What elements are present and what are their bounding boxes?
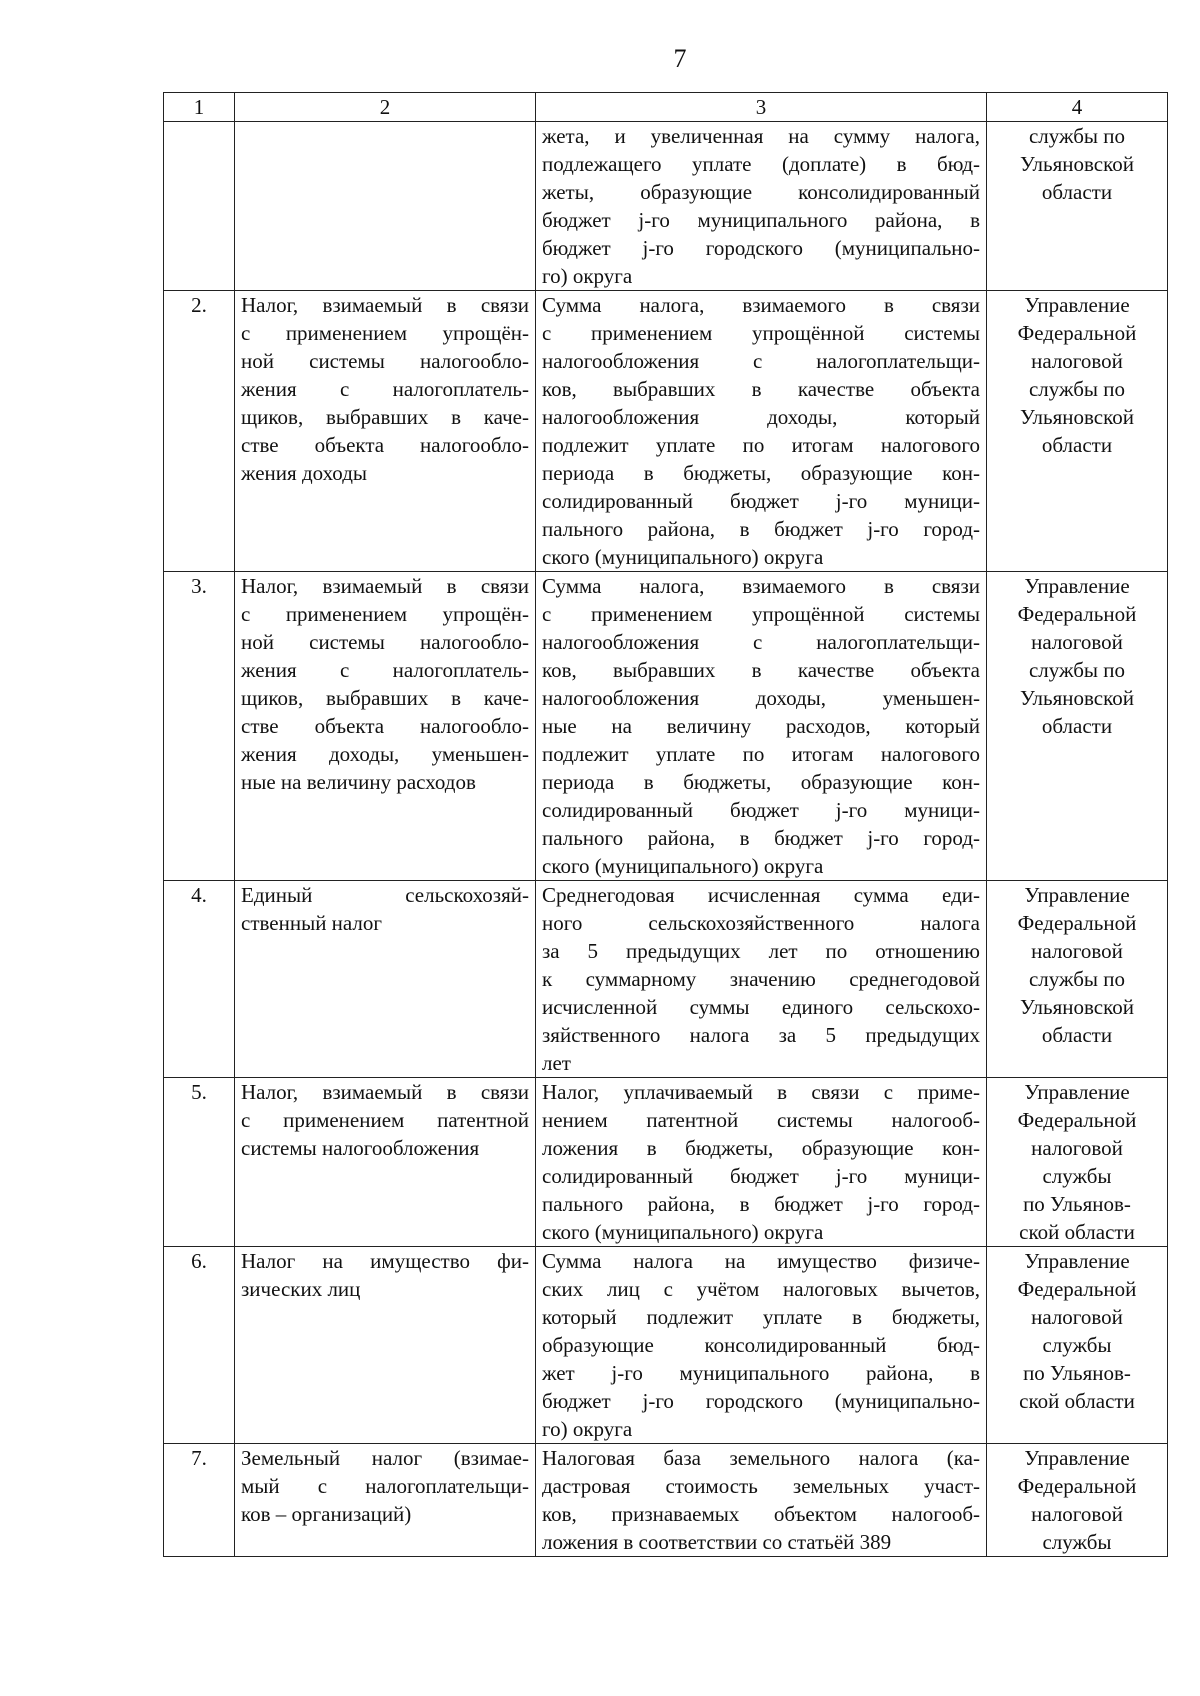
tax-name-line: Налог, взимаемый в связи xyxy=(241,293,529,317)
tax-description-line: солидированный бюджет j-го муници- xyxy=(542,1164,980,1188)
row-number: 2. xyxy=(164,291,235,572)
tax-name-line: мый с налогоплательщи- xyxy=(241,1474,529,1498)
tax-name-line: зических лиц xyxy=(241,1277,361,1301)
administrator-line: службы по xyxy=(1028,377,1126,401)
tax-description-line: налогообложения доходы, который xyxy=(542,405,980,429)
header-col-2: 2 xyxy=(235,93,536,122)
tax-description-line: лет xyxy=(542,1051,571,1075)
administrator-line: Федеральной xyxy=(1017,911,1137,935)
tax-description-line: подлежит уплате по итогам налогового xyxy=(542,433,980,457)
administrator-line: области xyxy=(1041,714,1113,738)
administrator-line: налоговой xyxy=(1031,1305,1123,1329)
tax-name-line: стве объекта налогообло- xyxy=(241,714,529,738)
tax-description-line: пального района, в бюджет j-го город- xyxy=(542,517,980,541)
tax-description-line: за 5 предыдущих лет по отношению xyxy=(542,939,980,963)
tax-description xyxy=(536,881,987,1078)
tax-description-line: ков, выбравших в качестве объекта xyxy=(542,658,980,682)
tax-description-line: ков, выбравших в качестве объекта xyxy=(542,377,980,401)
tax-name-line: Налог, взимаемый в связи xyxy=(241,1080,529,1104)
table-header xyxy=(164,93,1168,122)
tax-description-line: нением патентной системы налогооб- xyxy=(542,1108,980,1132)
tax-description-line: бюджет j-го муниципального района, в xyxy=(542,208,980,232)
tax-description-line: ских лиц с учётом налоговых вычетов, xyxy=(542,1277,980,1301)
administrator-line: налоговой xyxy=(1031,1502,1123,1526)
administrator-line: области xyxy=(1041,1023,1113,1047)
administrator-line: службы по xyxy=(1028,658,1126,682)
table-row xyxy=(164,1247,1168,1444)
administrator xyxy=(987,1078,1168,1247)
row-number: 5. xyxy=(164,1078,235,1247)
tax-description-line: налогообложения с налогоплательщи- xyxy=(542,630,980,654)
tax-description-line: дастровая стоимость земельных участ- xyxy=(542,1474,980,1498)
tax-description-line: образующие консолидированный бюд- xyxy=(542,1333,980,1357)
tax-name-line: с применением упрощён- xyxy=(241,321,529,345)
administrator-line: ской области xyxy=(1019,1220,1135,1244)
administrator xyxy=(987,122,1168,291)
administrator-line: Федеральной xyxy=(1017,602,1137,626)
tax-name-line: ной системы налогообло- xyxy=(241,349,529,373)
tax-description xyxy=(536,1247,987,1444)
tax-description xyxy=(536,122,987,291)
tax-name-line: Земельный налог (взимае- xyxy=(241,1446,529,1470)
table-body xyxy=(164,122,1168,1557)
administrator xyxy=(987,1247,1168,1444)
administrator-line: Ульяновской xyxy=(1020,995,1134,1019)
tax-name-line: ной системы налогообло- xyxy=(241,630,529,654)
administrator-line: по Ульянов- xyxy=(1023,1192,1131,1216)
tax-name xyxy=(235,572,536,881)
row-number: 6. xyxy=(164,1247,235,1444)
tax-description xyxy=(536,1078,987,1247)
tax-description-line: исчисленной суммы единого сельскохо- xyxy=(542,995,980,1019)
administrator-line: службы xyxy=(1042,1530,1112,1554)
header-col-3: 3 xyxy=(536,93,987,122)
tax-description-line: налогообложения с налогоплательщи- xyxy=(542,349,980,373)
tax-description-line: Среднегодовая исчисленная сумма еди- xyxy=(542,883,980,907)
tax-name-line: жения доходы, уменьшен- xyxy=(241,742,529,766)
tax-name-line: жения с налогоплатель- xyxy=(241,377,529,401)
tax-description xyxy=(536,291,987,572)
tax-name-line: ков – организаций) xyxy=(241,1502,412,1526)
tax-description-line: с применением упрощённой системы xyxy=(542,321,980,345)
tax-name-line: стве объекта налогообло- xyxy=(241,433,529,457)
administrator-line: Управление xyxy=(1024,883,1130,907)
administrator-line: Федеральной xyxy=(1017,321,1137,345)
administrator-line: по Ульянов- xyxy=(1023,1361,1131,1385)
tax-description-line: бюджет j-го городского (муниципально- xyxy=(542,1389,980,1413)
row-number: 4. xyxy=(164,881,235,1078)
administrator-line: службы xyxy=(1042,1333,1112,1357)
tax-description-line: ложения в бюджеты, образующие кон- xyxy=(542,1136,980,1160)
tax-description-line: го) округа xyxy=(542,1417,633,1441)
tax-name-line: щиков, выбравших в каче- xyxy=(241,405,529,429)
tax-name-line: Налог на имущество фи- xyxy=(241,1249,529,1273)
tax-description xyxy=(536,1444,987,1557)
tax-description-line: к суммарному значению среднегодовой xyxy=(542,967,980,991)
tax-description-line: Сумма налога на имущество физиче- xyxy=(542,1249,980,1273)
tax-description-line: жеты, образующие консолидированный xyxy=(542,180,980,204)
administrator-line: Ульяновской xyxy=(1020,686,1134,710)
table-row xyxy=(164,1078,1168,1247)
administrator xyxy=(987,1444,1168,1557)
administrator xyxy=(987,291,1168,572)
tax-name-line: ные на величину расходов xyxy=(241,770,476,794)
tax-name xyxy=(235,1247,536,1444)
tax-description-line: солидированный бюджет j-го муници- xyxy=(542,798,980,822)
tax-name xyxy=(235,1444,536,1557)
tax-description-line: ского (муниципального) округа xyxy=(542,1220,824,1244)
administrator-line: Управление xyxy=(1024,574,1130,598)
tax-description-line: го) округа xyxy=(542,264,633,288)
row-number: 7. xyxy=(164,1444,235,1557)
administrator-line: ской области xyxy=(1019,1389,1135,1413)
table-row xyxy=(164,881,1168,1078)
tax-name-line: жения доходы xyxy=(241,461,367,485)
tax-name xyxy=(235,1078,536,1247)
tax-description-line: налогообложения доходы, уменьшен- xyxy=(542,686,980,710)
tax-description-line: периода в бюджеты, образующие кон- xyxy=(542,770,980,794)
tax-description-line: пального района, в бюджет j-го город- xyxy=(542,1192,980,1216)
tax-name-line: щиков, выбравших в каче- xyxy=(241,686,529,710)
tax-description-line: ного сельскохозяйственного налога xyxy=(542,911,980,935)
administrator xyxy=(987,572,1168,881)
administrator-line: службы по xyxy=(1028,124,1126,148)
administrator-line: Федеральной xyxy=(1017,1277,1137,1301)
administrator-line: налоговой xyxy=(1031,939,1123,963)
tax-description-line: солидированный бюджет j-го муници- xyxy=(542,489,980,513)
tax-name xyxy=(235,122,536,291)
header-col-1: 1 xyxy=(164,93,235,122)
tax-description-line: ского (муниципального) округа xyxy=(542,545,824,569)
tax-name-line: ственный налог xyxy=(241,911,383,935)
administrator-line: Федеральной xyxy=(1017,1474,1137,1498)
tax-description-line: который подлежит уплате в бюджеты, xyxy=(542,1305,980,1329)
row-number xyxy=(164,122,235,291)
tax-name-line: жения с налогоплатель- xyxy=(241,658,529,682)
tax-name-line: Единый сельскохозяй- xyxy=(241,883,529,907)
page-number: 7 xyxy=(673,44,687,73)
tax-name-line: с применением патентной xyxy=(241,1108,529,1132)
administrator-line: Управление xyxy=(1024,1446,1130,1470)
tax-description-line: Сумма налога, взимаемого в связи xyxy=(542,574,980,598)
administrator-line: области xyxy=(1041,180,1113,204)
tax-name xyxy=(235,291,536,572)
table-row xyxy=(164,572,1168,881)
administrator xyxy=(987,881,1168,1078)
tax-table xyxy=(163,92,1168,1557)
tax-description-line: с применением упрощённой системы xyxy=(542,602,980,626)
administrator-line: налоговой xyxy=(1031,349,1123,373)
tax-description-line: ложения в соответствии со статьёй 389 xyxy=(542,1530,892,1554)
administrator-line: службы по xyxy=(1028,967,1126,991)
tax-description-line: периода в бюджеты, образующие кон- xyxy=(542,461,980,485)
tax-description-line: Налоговая база земельного налога (ка- xyxy=(542,1446,980,1470)
administrator-line: Федеральной xyxy=(1017,1108,1137,1132)
tax-description xyxy=(536,572,987,881)
tax-name-line: Налог, взимаемый в связи xyxy=(241,574,529,598)
tax-description-line: подлежит уплате по итогам налогового xyxy=(542,742,980,766)
tax-description-line: Налог, уплачиваемый в связи с приме- xyxy=(542,1080,980,1104)
tax-description-line: подлежащего уплате (доплате) в бюд- xyxy=(542,152,980,176)
header-col-4: 4 xyxy=(987,93,1168,122)
administrator-line: Ульяновской xyxy=(1020,405,1134,429)
tax-description-line: зяйственного налога за 5 предыдущих xyxy=(542,1023,980,1047)
table-row xyxy=(164,122,1168,291)
tax-description-line: пального района, в бюджет j-го город- xyxy=(542,826,980,850)
tax-name-line: с применением упрощён- xyxy=(241,602,529,626)
tax-description-line: ского (муниципального) округа xyxy=(542,854,824,878)
administrator-line: Управление xyxy=(1024,1080,1130,1104)
row-number: 3. xyxy=(164,572,235,881)
administrator-line: Управление xyxy=(1024,293,1130,317)
tax-description-line: ков, признаваемых объектом налогооб- xyxy=(542,1502,980,1526)
tax-description-line: ные на величину расходов, который xyxy=(542,714,980,738)
tax-name xyxy=(235,881,536,1078)
tax-description-line: жета, и увеличенная на сумму налога, xyxy=(542,124,980,148)
tax-name-line: системы налогообложения xyxy=(241,1136,480,1160)
table-row xyxy=(164,1444,1168,1557)
tax-description-line: Сумма налога, взимаемого в связи xyxy=(542,293,980,317)
tax-description-line: жет j-го муниципального района, в xyxy=(542,1361,980,1385)
administrator-line: области xyxy=(1041,433,1113,457)
tax-description-line: бюджет j-го городского (муниципально- xyxy=(542,236,980,260)
administrator-line: налоговой xyxy=(1031,630,1123,654)
administrator-line: службы xyxy=(1042,1164,1112,1188)
administrator-line: Ульяновской xyxy=(1020,152,1134,176)
administrator-line: налоговой xyxy=(1031,1136,1123,1160)
table-row xyxy=(164,291,1168,572)
administrator-line: Управление xyxy=(1024,1249,1130,1273)
header-row xyxy=(164,93,1168,122)
